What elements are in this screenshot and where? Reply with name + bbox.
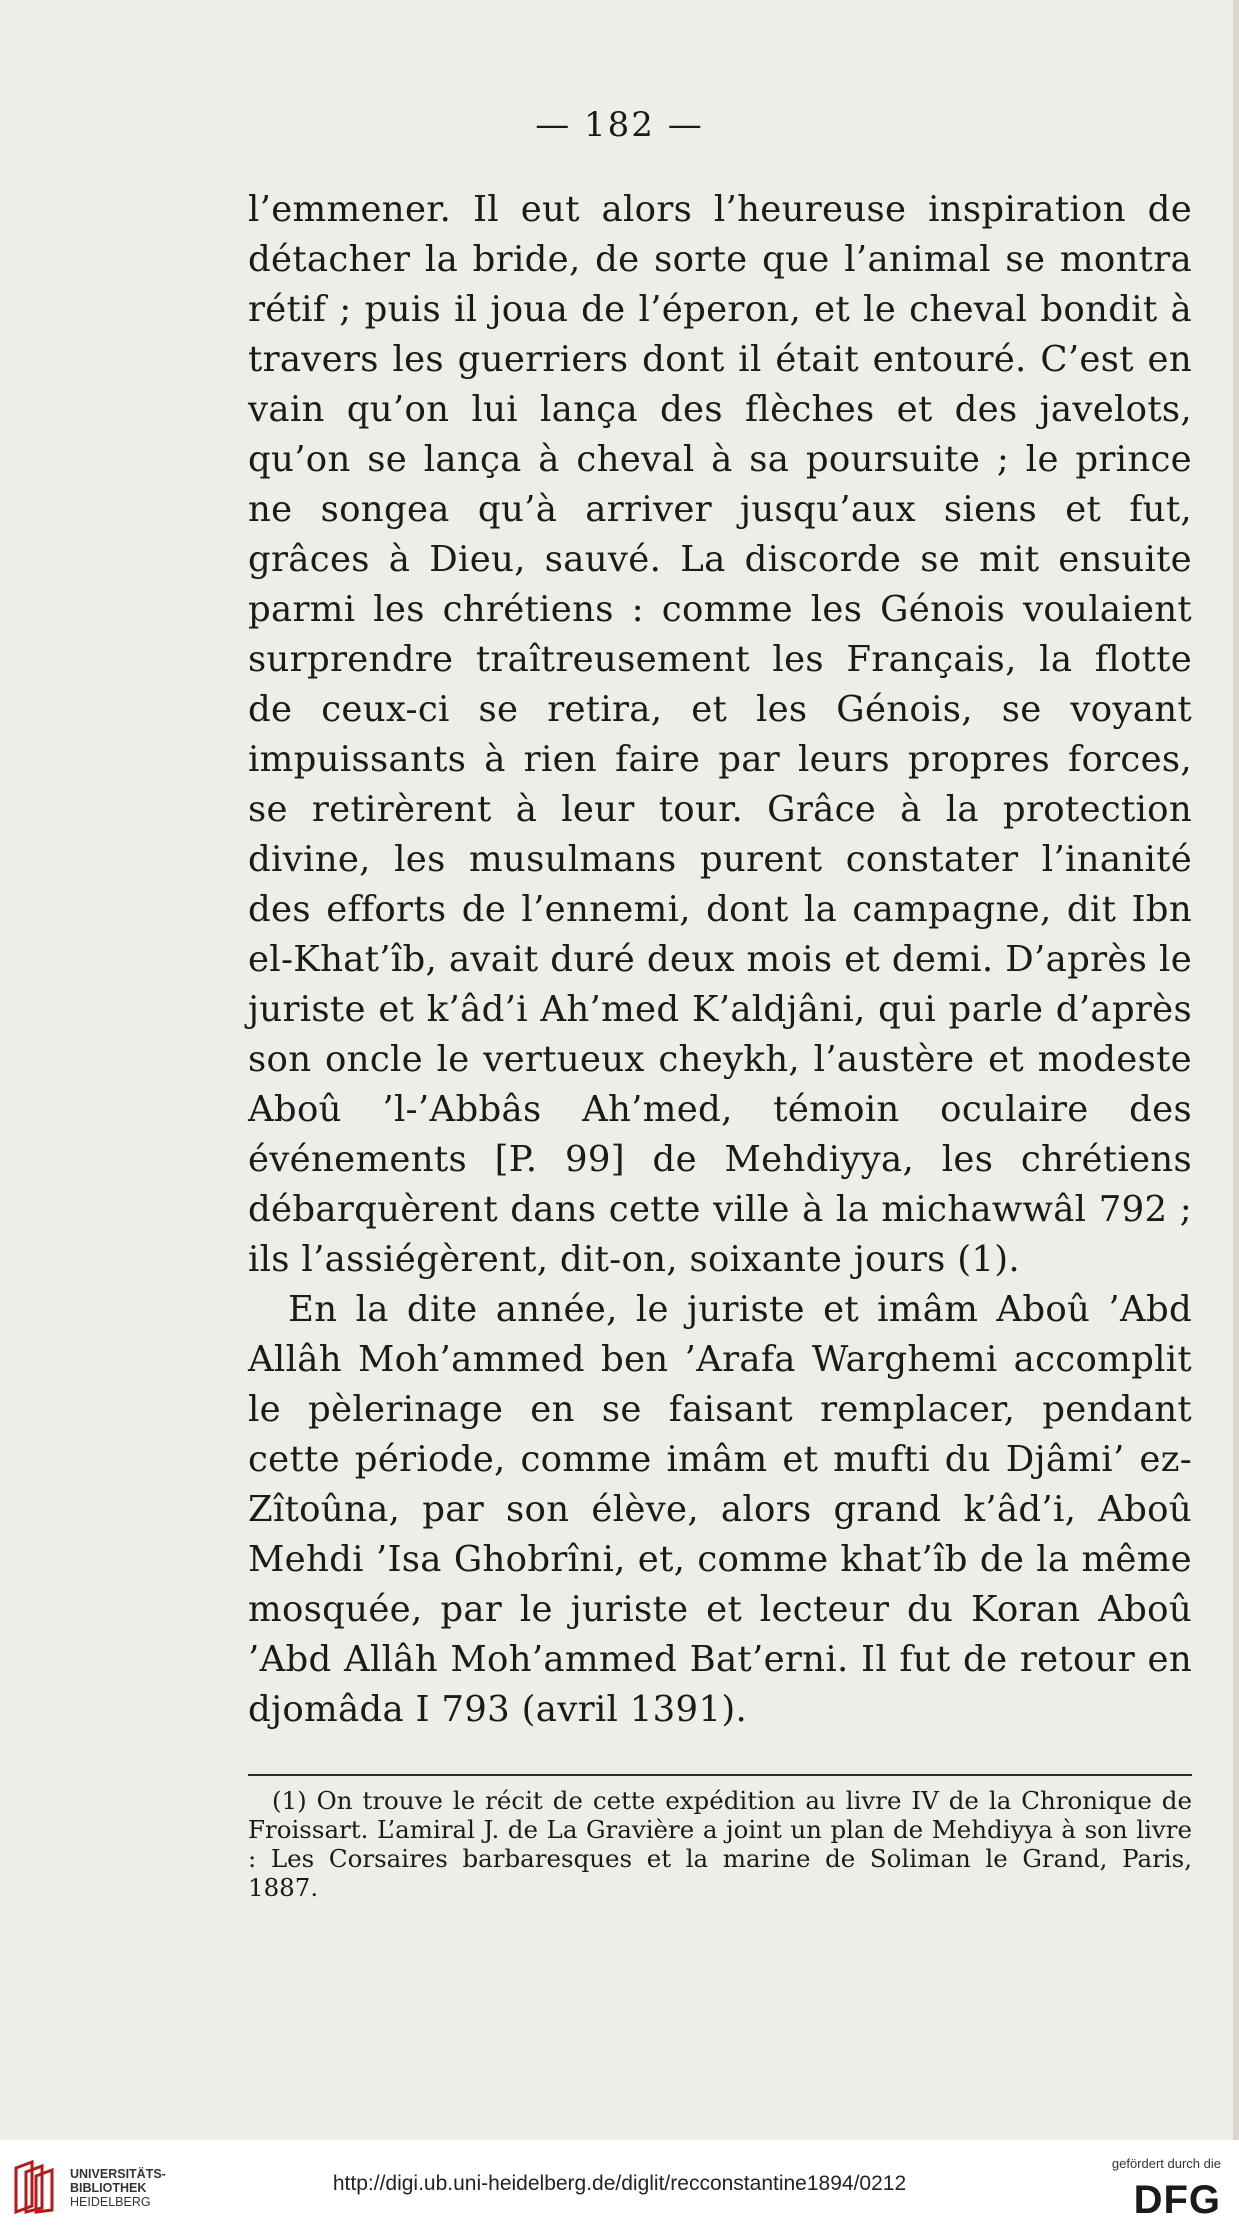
body-text	[248, 185, 1192, 1735]
footnote-text: (1) On trouve le récit de cette expédition au livre IV de la Chronique de Froissart. L’amiral J. de La Gravière a joint un plan de Mehdiyya à son livre : Les Corsaires barbaresques et la marine de Soliman le Grand, Paris, 1887.	[248, 1786, 1192, 1902]
page-number: — 182 —	[535, 105, 704, 145]
paragraph-2: En la dite année, le juriste et imâm Aboû ’Abd Allâh Moh’ammed ben ’Arafa Warghemi accomplit le pèlerinage en se faisant remplacer, pendant cette période, comme imâm et mufti du Djâmi’ ez-Zîtoûna, par son élève, alors grand k’âd’i, Aboû Mehdi ’Isa Ghobrîni, et, comme khat’îb de la même mosquée, par le juriste et lecteur du Koran Aboû ’Abd Allâh Moh’ammed Bat’erni. Il fut de retour en djomâda I 793 (avril 1391).	[248, 1289, 1192, 1730]
library-name-line1: UNIVERSITÄTS-	[70, 2167, 166, 2181]
paragraph-1: l’emmener. Il eut alors l’heureuse inspiration de détacher la bride, de sorte que l’animal se montra rétif ; puis il joua de l’éperon, et le cheval bondit à travers les guerriers dont il était entouré. C’est en vain qu’on lui lança des flèches et des javelots, qu’on se lança à cheval à sa poursuite ; le prince ne songea qu’à arriver jusqu’aux siens et fut, grâces à Dieu, sauvé. La discorde se mit ensuite parmi les chrétiens : comme les Génois voulaient surprendre traîtreusement les Français, la flotte de ceux-ci se retira, et les Génois, se voyant impuissants à rien faire par leurs propres forces, se retirèrent à leur tour. Grâce à la protection divine, les musulmans purent constater l’inanité des efforts de l’ennemi, dont la campagne, dit Ibn el-Khat’îb, avait duré deux mois et demi. D’après le juriste et k’âd’i Ah’med K’aldjâni, qui parle d’après son oncle le vertueux cheykh, l’austère et modeste Aboû ’l-’Abbâs Ah’med, témoin oculaire des événements [P. 99] de Mehdiyya, les chrétiens débarquèrent dans cette ville à la michawwâl 792 ; ils l’assiégèrent, dit-on, soixante jours (1).	[248, 189, 1192, 1280]
dfg-logo: DFG	[1133, 2178, 1221, 2222]
library-name-line2: BIBLIOTHEK	[70, 2181, 147, 2195]
viewer-footer	[0, 2140, 1239, 2233]
footnote	[248, 1786, 1192, 1902]
library-name-line3: HEIDELBERG	[70, 2195, 151, 2209]
permalink-url[interactable]: http://digi.ub.uni-heidelberg.de/diglit/recconstantine1894/0212	[332, 2172, 907, 2195]
funding-note: gefördert durch die	[1111, 2156, 1221, 2171]
footnote-separator	[248, 1774, 1192, 1776]
